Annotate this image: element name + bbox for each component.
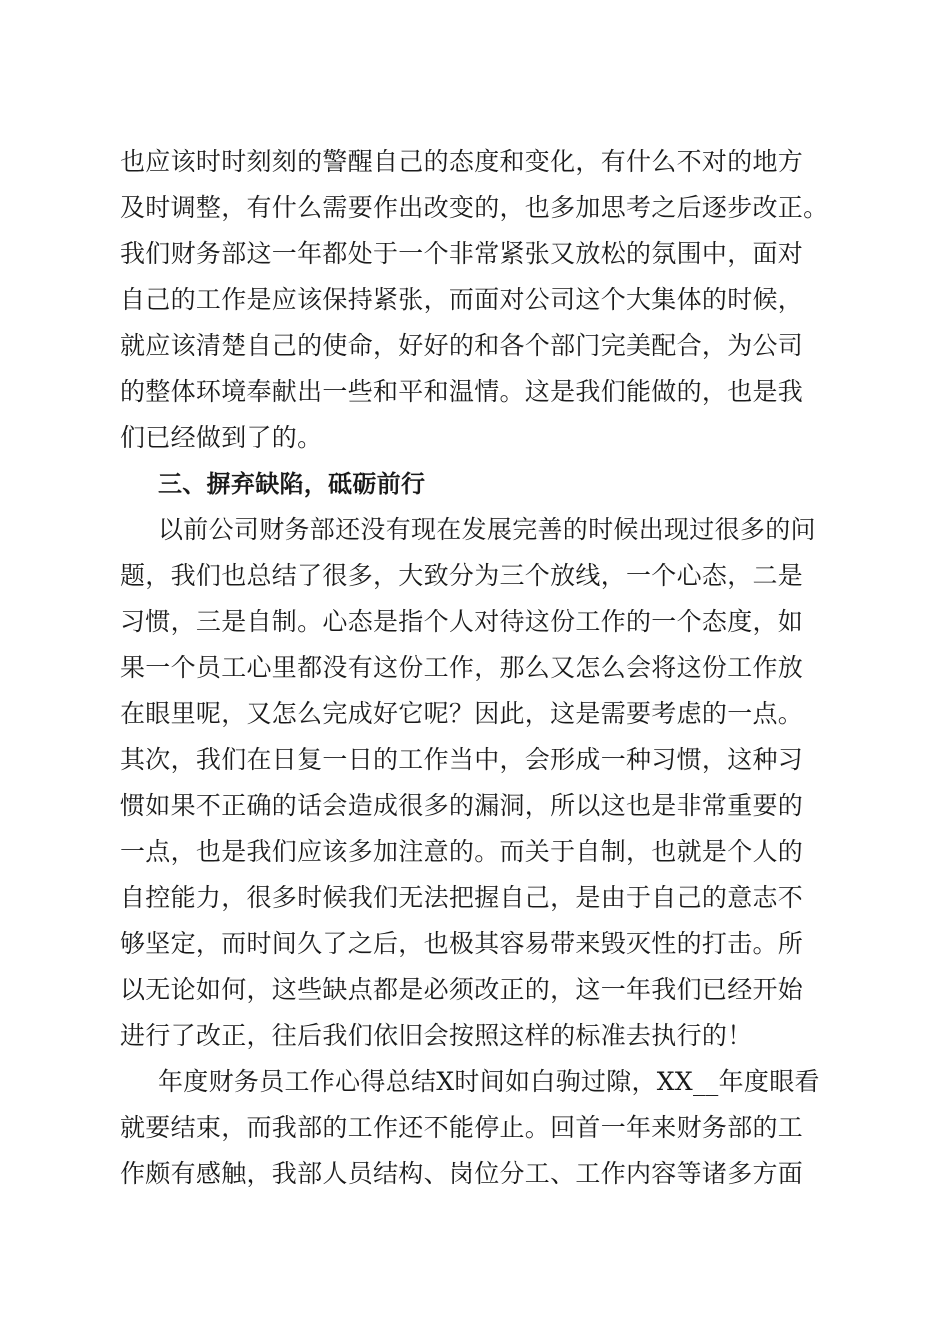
- paragraph-3-line-2: 就要结束，而我部的工作还不能停止。回首一年来财务部的工: [120, 1113, 804, 1142]
- paragraph-2-line-12: 进行了改正，往后我们依旧会按照这样的标准去执行的！: [120, 1021, 753, 1050]
- paragraph-3-line-3: 作颇有感触，我部人员结构、岗位分工、工作内容等诸多方面: [120, 1159, 804, 1188]
- paragraph-1-line-7: 们已经做到了的。: [120, 423, 323, 452]
- paragraph-2-line-3: 习惯，三是自制。心态是指个人对待这份工作的一个态度，如: [120, 607, 804, 636]
- paragraph-1-line-5: 就应该清楚自己的使命，好好的和各个部门完美配合，为公司: [120, 331, 804, 360]
- paragraph-2-line-6: 其次，我们在日复一日的工作当中，会形成一种习惯，这种习: [120, 745, 804, 774]
- paragraph-1-line-4: 自己的工作是应该保持紧张，而面对公司这个大集体的时候，: [120, 285, 804, 314]
- paragraph-2-line-5: 在眼里呢，又怎么完成好它呢？因此，这是需要考虑的一点。: [120, 699, 804, 728]
- paragraph-2-line-9: 自控能力，很多时候我们无法把握自己，是由于自己的意志不: [120, 883, 804, 912]
- paragraph-3-line-1: 年度财务员工作心得总结X时间如白驹过隙，XX__年度眼看: [158, 1067, 820, 1096]
- section-heading: 三、摒弃缺陷，砥砺前行: [158, 470, 426, 498]
- paragraph-1-line-1: 也应该时时刻刻的警醒自己的态度和变化，有什么不对的地方: [120, 147, 804, 176]
- paragraph-2-line-11: 以无论如何，这些缺点都是必须改正的，这一年我们已经开始: [120, 975, 804, 1004]
- paragraph-2-line-8: 一点，也是我们应该多加注意的。而关于自制，也就是个人的: [120, 837, 804, 866]
- paragraph-2-line-2: 题，我们也总结了很多，大致分为三个放线，一个心态，二是: [120, 561, 804, 590]
- paragraph-2-line-10: 够坚定，而时间久了之后，也极其容易带来毁灭性的打击。所: [120, 929, 804, 958]
- paragraph-2-line-1: 以前公司财务部还没有现在发展完善的时候出现过很多的问: [158, 515, 816, 544]
- paragraph-1-line-6: 的整体环境奉献出一些和平和温情。这是我们能做的，也是我: [120, 377, 804, 406]
- paragraph-1-line-2: 及时调整，有什么需要作出改变的，也多加思考之后逐步改正。: [120, 193, 829, 222]
- paragraph-2-line-7: 惯如果不正确的话会造成很多的漏洞，所以这也是非常重要的: [120, 791, 804, 820]
- paragraph-1-line-3: 我们财务部这一年都处于一个非常紧张又放松的氛围中，面对: [120, 239, 804, 268]
- paragraph-2-line-4: 果一个员工心里都没有这份工作，那么又怎么会将这份工作放: [120, 653, 804, 682]
